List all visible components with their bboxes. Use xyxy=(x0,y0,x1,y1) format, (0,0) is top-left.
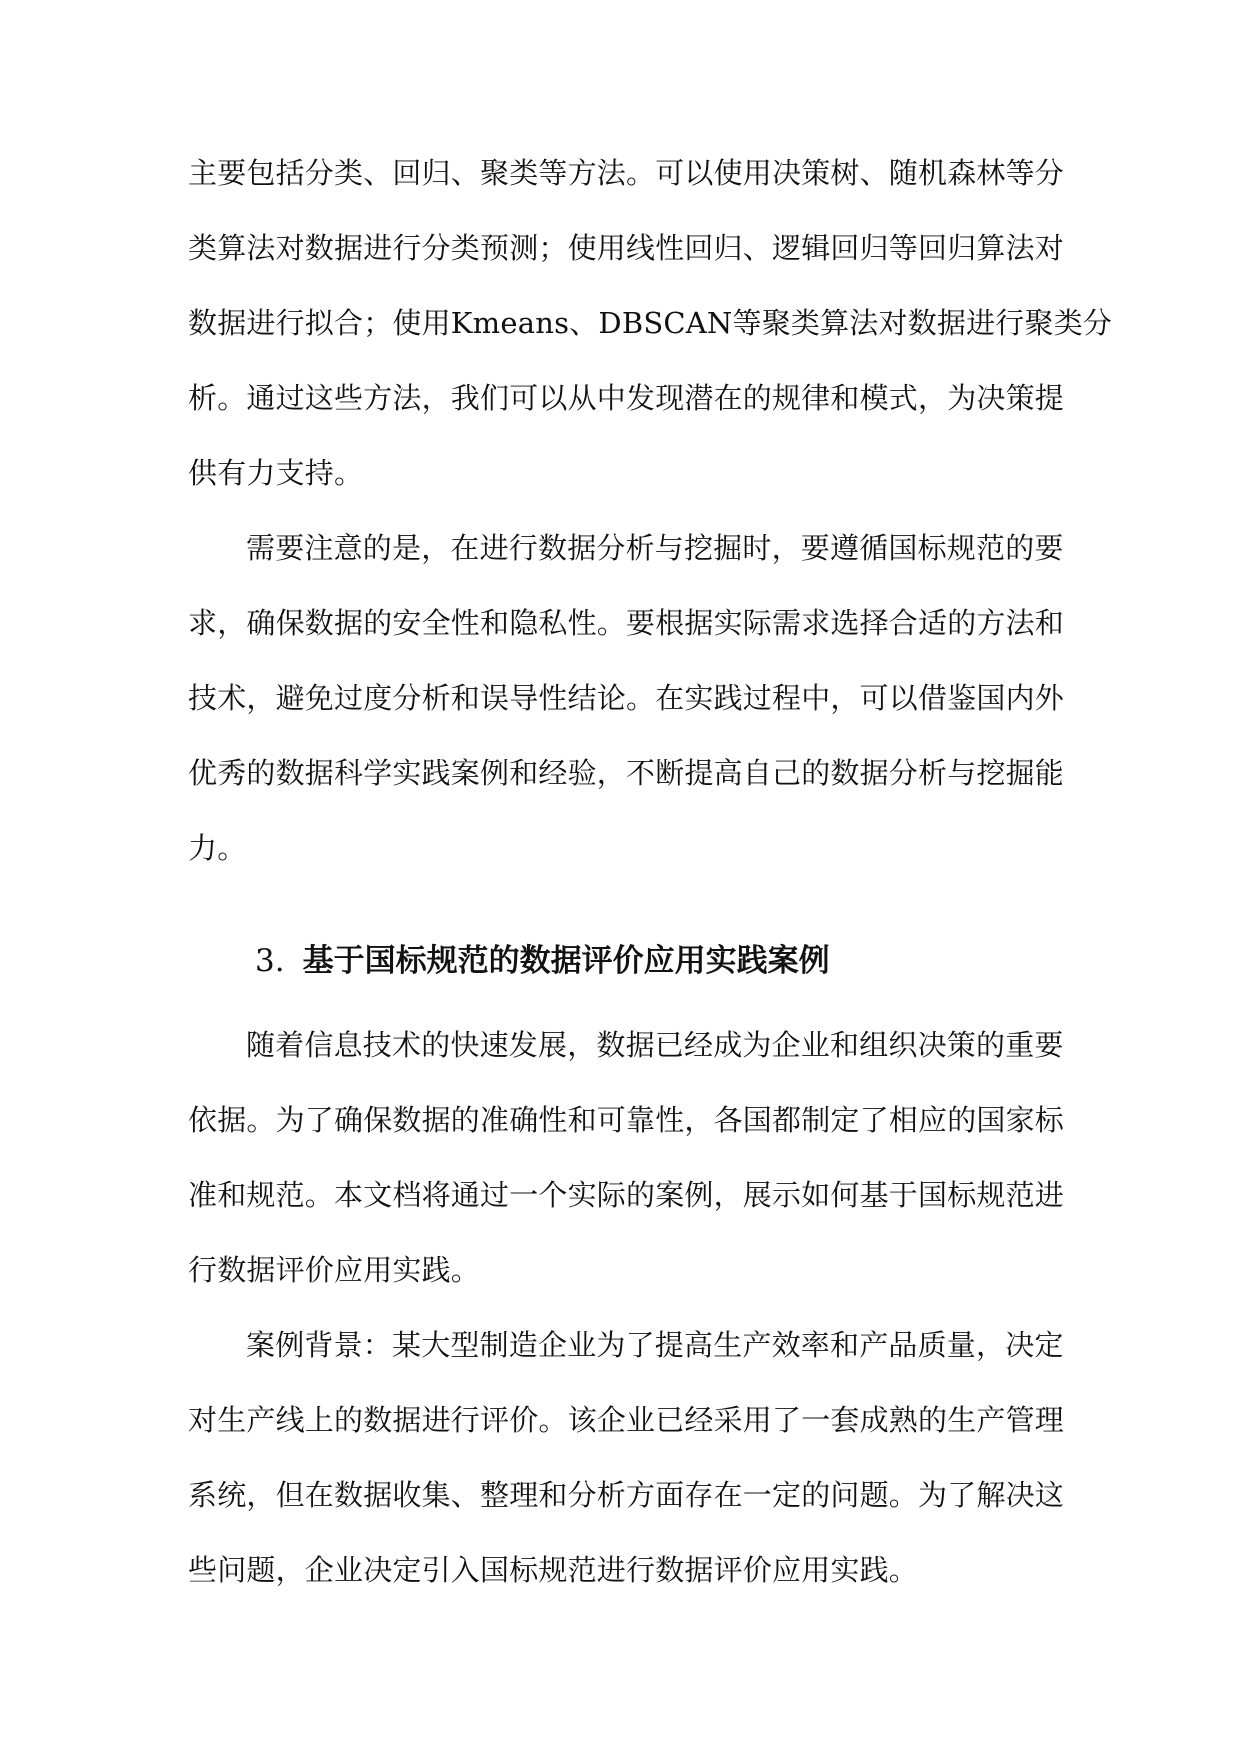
paragraph-3-line-1: 随着信息技术的快速发展，数据已经成为企业和组织决策的重要 xyxy=(246,1028,1064,1062)
section-3-heading xyxy=(255,940,955,982)
paragraph-2-line-2: 求，确保数据的安全性和隐私性。要根据实际需求选择合适的方法和 xyxy=(188,606,1065,640)
paragraph-4-line-1: 案例背景：某大型制造企业为了提高生产效率和产品质量，决定 xyxy=(246,1328,1064,1362)
paragraph-3-line-2: 依据。为了确保数据的准确性和可靠性，各国都制定了相应的国家标 xyxy=(188,1103,1065,1137)
section-title: 基于国标规范的数据评价应用实践案例 xyxy=(302,943,830,979)
paragraph-4-line-4: 些问题，企业决定引入国标规范进行数据评价应用实践。 xyxy=(188,1553,919,1587)
paragraph-3-line-4: 行数据评价应用实践。 xyxy=(188,1253,481,1287)
paragraph-4-line-3: 系统，但在数据收集、整理和分析方面存在一定的问题。为了解决这 xyxy=(188,1478,1065,1512)
paragraph-1-line-1: 主要包括分类、回归、聚类等方法。可以使用决策树、随机森林等分 xyxy=(188,156,1065,190)
section-number: 3. xyxy=(255,943,285,979)
paragraph-2-line-4: 优秀的数据科学实践案例和经验，不断提高自己的数据分析与挖掘能 xyxy=(188,756,1065,790)
paragraph-2-line-3: 技术，避免过度分析和误导性结论。在实践过程中，可以借鉴国内外 xyxy=(188,681,1065,715)
paragraph-2-line-5: 力。 xyxy=(188,831,247,865)
paragraph-1-line-3: 数据进行拟合；使用Kmeans、DBSCAN等聚类算法对数据进行聚类分 xyxy=(188,306,1113,340)
paragraph-1-line-4: 析。通过这些方法，我们可以从中发现潜在的规律和模式，为决策提 xyxy=(188,381,1065,415)
paragraph-1-line-2: 类算法对数据进行分类预测；使用线性回归、逻辑回归等回归算法对 xyxy=(188,231,1065,265)
paragraph-3-line-3: 准和规范。本文档将通过一个实际的案例，展示如何基于国标规范进 xyxy=(188,1178,1065,1212)
paragraph-1-line-5: 供有力支持。 xyxy=(188,456,364,490)
paragraph-2-line-1: 需要注意的是，在进行数据分析与挖掘时，要遵循国标规范的要 xyxy=(246,531,1064,565)
paragraph-4-line-2: 对生产线上的数据进行评价。该企业已经采用了一套成熟的生产管理 xyxy=(188,1403,1065,1437)
